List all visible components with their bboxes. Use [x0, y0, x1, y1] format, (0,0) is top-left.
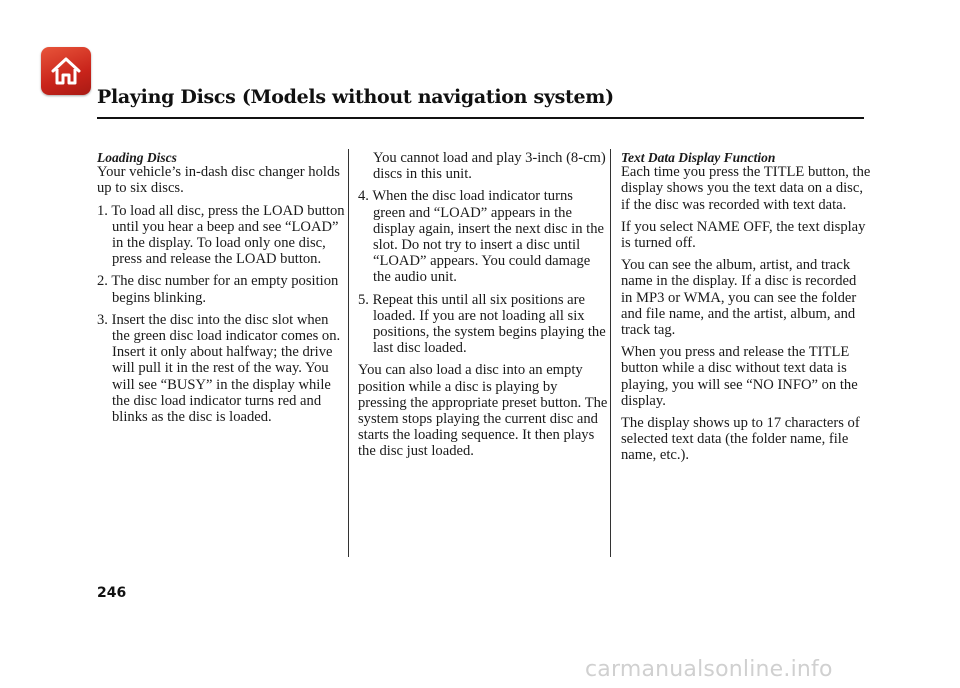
list-item: 3. Insert the disc into the disc slot when the green disc load indicator comes on. Insert it only about halfway; the drive will pull it in the rest of the way. You will see “BUSY” in the display while the disc load indicator turns red and blinks as the disc is loaded. — [97, 311, 341, 426]
title-rule — [97, 117, 864, 119]
paragraph: You can see the album, artist, and track name in the display. If a disc is recorded in MP3 or WMA, you can see the folder and file name, and the artist, album, and track tag. — [621, 257, 857, 339]
list-item: 4. When the disc load indicator turns green and “LOAD” appears in the display again, insert the next disc in the slot. Do not try to insert a disc until “LOAD” appears. You could damage the audio unit. — [358, 188, 605, 286]
paragraph: If you select NAME OFF, the text display is turned off. — [621, 218, 866, 252]
column-divider — [348, 149, 349, 557]
paragraph: The display shows up to 17 characters of selected text data (the folder name, file name, etc.). — [621, 415, 860, 464]
list-item: 1. To load all disc, press the LOAD button until you hear a beep and see “LOAD” in the display. To load only one disc, press and release the LOAD button. — [97, 202, 345, 268]
paragraph: You cannot load and play 3-inch (8-cm) discs in this unit. — [373, 150, 606, 183]
column-text-data-display — [621, 150, 871, 470]
paragraph: You can also load a disc into an empty position while a disc is playing by pressing the appropriate preset button. The system stops playing the current disc and starts the loading sequence. It then plays the disc just loaded. — [358, 362, 608, 460]
home-button[interactable] — [41, 47, 91, 95]
column-divider — [610, 149, 611, 557]
page-title: Playing Discs (Models without navigation system) — [97, 86, 614, 108]
column-loading-continued — [358, 150, 608, 466]
column-loading-discs — [97, 150, 347, 431]
paragraph: Each time you press the TITLE button, the display shows you the text data on a disc, if the disc was recorded with text data. — [621, 164, 871, 213]
list-item: 5. Repeat this until all six positions are loaded. If you are not loading all six positions, the system begins playing the last disc loaded. — [358, 291, 606, 357]
watermark: carmanualsonline.info — [585, 657, 833, 682]
list-item: 2. The disc number for an empty position begins blinking. — [97, 273, 339, 306]
paragraph: When you press and release the TITLE button while a disc without text data is playing, you will see “NO INFO” on the display. — [621, 344, 858, 409]
home-icon — [48, 53, 84, 89]
paragraph: Your vehicle’s in-dash disc changer holds up to six discs. — [97, 164, 340, 197]
section-heading-loading-discs: Loading Discs — [97, 150, 177, 165]
page-number: 246 — [97, 585, 127, 601]
section-heading-text-data: Text Data Display Function — [621, 150, 776, 165]
